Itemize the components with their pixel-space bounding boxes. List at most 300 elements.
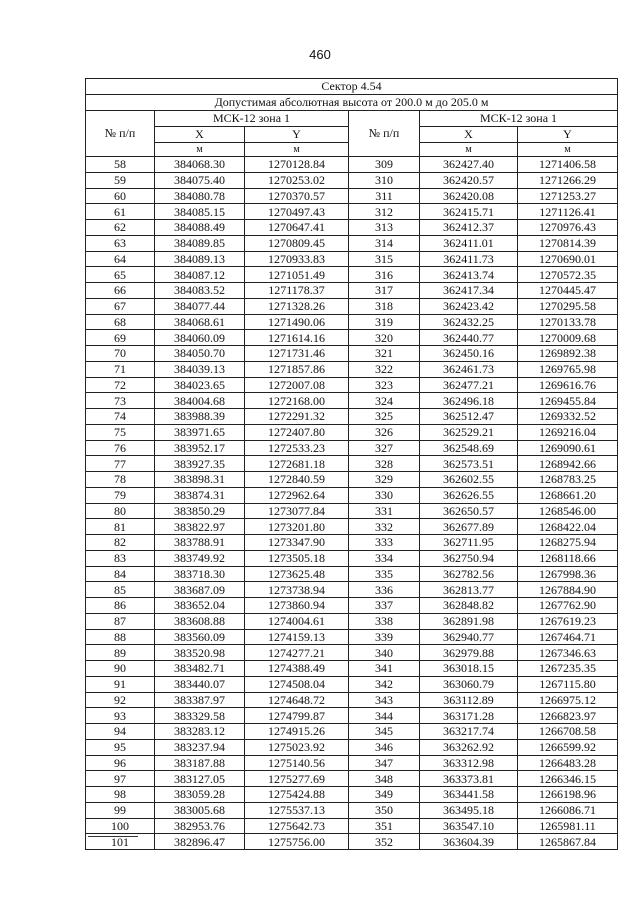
row-num-left: 74 (86, 409, 155, 425)
row-num-right: 345 (349, 724, 420, 740)
row-num-right: 334 (349, 550, 420, 566)
x-right: 362711.95 (420, 535, 518, 551)
x-right: 362427.40 (420, 157, 518, 173)
y-left: 1275277.69 (245, 771, 349, 787)
x-right: 363171.28 (420, 708, 518, 724)
x-right: 362813.77 (420, 582, 518, 598)
row-num-right: 338 (349, 613, 420, 629)
y-right: 1270295.58 (518, 298, 618, 314)
x-left: 384089.85 (155, 235, 245, 251)
y-right: 1268546.00 (518, 503, 618, 519)
x-right: 362432.25 (420, 314, 518, 330)
zone-right: МСК-12 зона 1 (420, 111, 618, 127)
row-num-right: 343 (349, 692, 420, 708)
row-num-right: 329 (349, 472, 420, 488)
table-row (86, 613, 618, 629)
y-right: 1270690.01 (518, 251, 618, 267)
row-num-right: 351 (349, 818, 420, 834)
x-left: 383482.71 (155, 661, 245, 677)
y-left: 1271178.37 (245, 283, 349, 299)
y-left: 1271614.16 (245, 330, 349, 346)
x-left: 383850.29 (155, 503, 245, 519)
y-right: 1271253.27 (518, 188, 618, 204)
x-right: 363441.58 (420, 787, 518, 803)
row-num-left: 79 (86, 487, 155, 503)
x-left: 382896.47 (155, 834, 245, 850)
y-left: 1272533.23 (245, 440, 349, 456)
table-row (86, 283, 618, 299)
row-num-left: 82 (86, 535, 155, 551)
row-num-right: 331 (349, 503, 420, 519)
y-left: 1270128.84 (245, 157, 349, 173)
y-left: 1274004.61 (245, 613, 349, 629)
row-num-right: 327 (349, 440, 420, 456)
row-num-right: 312 (349, 204, 420, 220)
y-right: 1270572.35 (518, 267, 618, 283)
row-num-left: 93 (86, 708, 155, 724)
x-left: 383520.98 (155, 645, 245, 661)
y-left: 1273738.94 (245, 582, 349, 598)
row-num-left: 64 (86, 251, 155, 267)
row-num-right: 335 (349, 566, 420, 582)
row-num-left: 92 (86, 692, 155, 708)
row-num-left: 97 (86, 771, 155, 787)
y-right: 1265867.84 (518, 834, 618, 850)
row-num-left: 67 (86, 298, 155, 314)
y-right: 1269765.98 (518, 361, 618, 377)
table-row (86, 346, 618, 362)
y-right: 1267464.71 (518, 629, 618, 645)
x-left: 383822.97 (155, 519, 245, 535)
table-row (86, 361, 618, 377)
table-row (86, 582, 618, 598)
row-num-right: 333 (349, 535, 420, 551)
x-left: 384087.12 (155, 267, 245, 283)
row-num-left: 66 (86, 283, 155, 299)
row-num-right: 318 (349, 298, 420, 314)
y-right: 1267619.23 (518, 613, 618, 629)
y-left: 1274388.49 (245, 661, 349, 677)
row-num-left: 85 (86, 582, 155, 598)
y-left: 1272168.00 (245, 393, 349, 409)
table-row (86, 661, 618, 677)
x-right: 363547.10 (420, 818, 518, 834)
row-num-right: 326 (349, 424, 420, 440)
page-number: 460 (309, 47, 331, 62)
x-right: 363018.15 (420, 661, 518, 677)
col-x-right: X (420, 127, 518, 143)
y-right: 1268275.94 (518, 535, 618, 551)
row-num-left: 94 (86, 724, 155, 740)
x-right: 362420.57 (420, 172, 518, 188)
y-right: 1271406.58 (518, 157, 618, 173)
row-num-left: 89 (86, 645, 155, 661)
row-num-right: 319 (349, 314, 420, 330)
x-right: 362420.08 (420, 188, 518, 204)
y-right: 1267762.90 (518, 598, 618, 614)
x-left: 384089.13 (155, 251, 245, 267)
row-num-right: 342 (349, 676, 420, 692)
y-left: 1271857.86 (245, 361, 349, 377)
y-left: 1273860.94 (245, 598, 349, 614)
row-num-right: 341 (349, 661, 420, 677)
x-right: 362413.74 (420, 267, 518, 283)
y-left: 1275756.00 (245, 834, 349, 850)
y-right: 1270445.47 (518, 283, 618, 299)
y-right: 1268661.20 (518, 487, 618, 503)
y-right: 1266599.92 (518, 739, 618, 755)
col-x-left: X (155, 127, 245, 143)
table-row (86, 739, 618, 755)
x-right: 363217.74 (420, 724, 518, 740)
table-row (86, 204, 618, 220)
sector-title: Сектор 4.54 (86, 79, 618, 95)
x-right: 362412.37 (420, 220, 518, 236)
y-right: 1266823.97 (518, 708, 618, 724)
y-right: 1266483.28 (518, 755, 618, 771)
table-row (86, 629, 618, 645)
y-left: 1274648.72 (245, 692, 349, 708)
table-row (86, 487, 618, 503)
x-left: 383059.28 (155, 787, 245, 803)
x-right: 362440.77 (420, 330, 518, 346)
y-left: 1270809.45 (245, 235, 349, 251)
table-row (86, 377, 618, 393)
row-num-right: 310 (349, 172, 420, 188)
y-right: 1269455.84 (518, 393, 618, 409)
x-left: 383749.92 (155, 550, 245, 566)
unit-x-left: м (155, 143, 245, 157)
y-left: 1275642.73 (245, 818, 349, 834)
x-right: 363060.79 (420, 676, 518, 692)
table-row (86, 220, 618, 236)
table-row (86, 456, 618, 472)
x-right: 362750.94 (420, 550, 518, 566)
x-left: 384083.52 (155, 283, 245, 299)
table-row (86, 235, 618, 251)
y-right: 1266346.15 (518, 771, 618, 787)
y-right: 1269216.04 (518, 424, 618, 440)
table-row (86, 503, 618, 519)
y-left: 1272007.08 (245, 377, 349, 393)
y-right: 1267998.36 (518, 566, 618, 582)
row-num-left: 65 (86, 267, 155, 283)
y-left: 1273077.84 (245, 503, 349, 519)
row-num-left: 96 (86, 755, 155, 771)
table-row (86, 598, 618, 614)
y-left: 1275140.56 (245, 755, 349, 771)
x-right: 362512.47 (420, 409, 518, 425)
row-num-left: 76 (86, 440, 155, 456)
row-num-left: 99 (86, 802, 155, 818)
y-right: 1266708.58 (518, 724, 618, 740)
x-right: 362496.18 (420, 393, 518, 409)
table-row (86, 298, 618, 314)
row-num-right: 340 (349, 645, 420, 661)
unit-y-left: м (245, 143, 349, 157)
row-num-left: 62 (86, 220, 155, 236)
y-left: 1274508.04 (245, 676, 349, 692)
y-right: 1271126.41 (518, 204, 618, 220)
x-right: 362411.01 (420, 235, 518, 251)
row-num-right: 323 (349, 377, 420, 393)
table-body (86, 157, 618, 850)
row-num-left: 75 (86, 424, 155, 440)
row-num-left: 78 (86, 472, 155, 488)
row-num-left: 88 (86, 629, 155, 645)
row-num-left: 86 (86, 598, 155, 614)
x-left: 384050.70 (155, 346, 245, 362)
row-num-left: 70 (86, 346, 155, 362)
row-num-right: 314 (349, 235, 420, 251)
x-left: 384075.40 (155, 172, 245, 188)
y-left: 1275023.92 (245, 739, 349, 755)
row-num-right: 316 (349, 267, 420, 283)
x-left: 384080.78 (155, 188, 245, 204)
y-right: 1268422.04 (518, 519, 618, 535)
x-left: 384060.09 (155, 330, 245, 346)
y-right: 1269616.76 (518, 377, 618, 393)
table-row (86, 645, 618, 661)
row-num-left: 81 (86, 519, 155, 535)
table-row (86, 566, 618, 582)
table-row (86, 519, 618, 535)
x-left: 383283.12 (155, 724, 245, 740)
y-right: 1267884.90 (518, 582, 618, 598)
y-left: 1275537.13 (245, 802, 349, 818)
x-right: 362602.55 (420, 472, 518, 488)
row-num-right: 344 (349, 708, 420, 724)
y-left: 1271051.49 (245, 267, 349, 283)
table-row (86, 188, 618, 204)
x-left: 383387.97 (155, 692, 245, 708)
x-right: 362417.34 (420, 283, 518, 299)
table-row (86, 251, 618, 267)
x-left: 383971.65 (155, 424, 245, 440)
y-left: 1273505.18 (245, 550, 349, 566)
x-right: 362848.82 (420, 598, 518, 614)
row-num-right: 352 (349, 834, 420, 850)
row-num-left: 61 (86, 204, 155, 220)
y-left: 1271490.06 (245, 314, 349, 330)
row-num-right: 330 (349, 487, 420, 503)
row-num-left: 58 (86, 157, 155, 173)
row-num-right: 309 (349, 157, 420, 173)
x-right: 362461.73 (420, 361, 518, 377)
x-right: 363312.98 (420, 755, 518, 771)
row-num-right: 313 (349, 220, 420, 236)
table-row (86, 818, 618, 834)
x-left: 383329.58 (155, 708, 245, 724)
unit-x-right: м (420, 143, 518, 157)
row-num-right: 348 (349, 771, 420, 787)
table-row (86, 802, 618, 818)
y-right: 1270814.39 (518, 235, 618, 251)
x-left: 383440.07 (155, 676, 245, 692)
y-left: 1270497.43 (245, 204, 349, 220)
x-left: 383687.09 (155, 582, 245, 598)
table-row (86, 787, 618, 803)
coordinates-table (85, 78, 618, 850)
row-num-right: 337 (349, 598, 420, 614)
row-num-left: 63 (86, 235, 155, 251)
x-left: 383608.88 (155, 613, 245, 629)
zone-left: МСК-12 зона 1 (155, 111, 349, 127)
y-right: 1269892.38 (518, 346, 618, 362)
y-left: 1270253.02 (245, 172, 349, 188)
y-left: 1274915.26 (245, 724, 349, 740)
row-num-left: 98 (86, 787, 155, 803)
row-num-left: 72 (86, 377, 155, 393)
table-row (86, 330, 618, 346)
table-row (86, 393, 618, 409)
x-left: 383237.94 (155, 739, 245, 755)
table-row (86, 267, 618, 283)
y-right: 1266975.12 (518, 692, 618, 708)
y-right: 1269090.61 (518, 440, 618, 456)
y-left: 1273347.90 (245, 535, 349, 551)
y-right: 1268942.66 (518, 456, 618, 472)
y-left: 1271731.46 (245, 346, 349, 362)
x-right: 362477.21 (420, 377, 518, 393)
row-num-left: 87 (86, 613, 155, 629)
y-right: 1267115.80 (518, 676, 618, 692)
y-right: 1269332.52 (518, 409, 618, 425)
table-row (86, 771, 618, 787)
x-left: 383952.17 (155, 440, 245, 456)
x-left: 384088.49 (155, 220, 245, 236)
x-left: 383652.04 (155, 598, 245, 614)
x-left: 384068.30 (155, 157, 245, 173)
table-row (86, 535, 618, 551)
table-row (86, 440, 618, 456)
table-row (86, 708, 618, 724)
row-num-right: 315 (349, 251, 420, 267)
row-num-left: 90 (86, 661, 155, 677)
table-row (86, 692, 618, 708)
row-num-left: 80 (86, 503, 155, 519)
row-num-right: 322 (349, 361, 420, 377)
x-left: 384039.13 (155, 361, 245, 377)
x-right: 362415.71 (420, 204, 518, 220)
row-num-right: 346 (349, 739, 420, 755)
x-right: 362979.88 (420, 645, 518, 661)
y-left: 1275424.88 (245, 787, 349, 803)
row-num-left: 68 (86, 314, 155, 330)
x-left: 383718.30 (155, 566, 245, 582)
y-left: 1274277.21 (245, 645, 349, 661)
x-left: 384004.68 (155, 393, 245, 409)
y-right: 1270009.68 (518, 330, 618, 346)
x-left: 382953.76 (155, 818, 245, 834)
row-num-left: 59 (86, 172, 155, 188)
x-left: 383898.31 (155, 472, 245, 488)
table-row (86, 755, 618, 771)
x-left: 384077.44 (155, 298, 245, 314)
row-num-left: 91 (86, 676, 155, 692)
row-num-right: 328 (349, 456, 420, 472)
y-right: 1268783.25 (518, 472, 618, 488)
x-right: 362782.56 (420, 566, 518, 582)
y-right: 1265981.11 (518, 818, 618, 834)
y-left: 1270933.83 (245, 251, 349, 267)
row-num-left: 60 (86, 188, 155, 204)
row-num-left: 69 (86, 330, 155, 346)
y-left: 1273625.48 (245, 566, 349, 582)
table-row (86, 676, 618, 692)
table-row (86, 834, 618, 850)
col-y-right: Y (518, 127, 618, 143)
y-right: 1268118.66 (518, 550, 618, 566)
row-num-right: 339 (349, 629, 420, 645)
table-row (86, 157, 618, 173)
x-right: 362450.16 (420, 346, 518, 362)
y-left: 1270647.41 (245, 220, 349, 236)
x-left: 383927.35 (155, 456, 245, 472)
x-left: 383005.68 (155, 802, 245, 818)
unit-y-right: м (518, 143, 618, 157)
y-left: 1272840.59 (245, 472, 349, 488)
footer-divider (88, 836, 138, 837)
x-right: 362411.73 (420, 251, 518, 267)
table-row (86, 409, 618, 425)
y-left: 1274159.13 (245, 629, 349, 645)
row-num-right: 325 (349, 409, 420, 425)
x-left: 383874.31 (155, 487, 245, 503)
y-right: 1267346.63 (518, 645, 618, 661)
x-left: 383988.39 (155, 409, 245, 425)
x-left: 383187.88 (155, 755, 245, 771)
x-right: 363495.18 (420, 802, 518, 818)
x-right: 362573.51 (420, 456, 518, 472)
x-left: 383560.09 (155, 629, 245, 645)
table-row (86, 472, 618, 488)
row-num-right: 320 (349, 330, 420, 346)
row-num-right: 349 (349, 787, 420, 803)
x-right: 363262.92 (420, 739, 518, 755)
table-row (86, 172, 618, 188)
x-right: 363604.39 (420, 834, 518, 850)
table-row (86, 314, 618, 330)
table-row (86, 550, 618, 566)
x-right: 362940.77 (420, 629, 518, 645)
x-left: 383127.05 (155, 771, 245, 787)
row-num-left: 101 (86, 834, 155, 850)
row-num-right: 311 (349, 188, 420, 204)
y-left: 1272291.32 (245, 409, 349, 425)
table-row (86, 724, 618, 740)
x-left: 384068.61 (155, 314, 245, 330)
row-num-right: 336 (349, 582, 420, 598)
x-left: 384085.15 (155, 204, 245, 220)
row-num-right: 332 (349, 519, 420, 535)
row-num-left: 83 (86, 550, 155, 566)
x-right: 362529.21 (420, 424, 518, 440)
row-num-left: 84 (86, 566, 155, 582)
y-left: 1270370.57 (245, 188, 349, 204)
x-right: 362626.55 (420, 487, 518, 503)
x-left: 384023.65 (155, 377, 245, 393)
x-left: 383788.91 (155, 535, 245, 551)
x-right: 362891.98 (420, 613, 518, 629)
x-right: 363373.81 (420, 771, 518, 787)
row-num-left: 73 (86, 393, 155, 409)
x-right: 363112.89 (420, 692, 518, 708)
y-left: 1272962.64 (245, 487, 349, 503)
y-right: 1270133.78 (518, 314, 618, 330)
row-num-left: 100 (86, 818, 155, 834)
col-num-left: № п/п (86, 111, 155, 157)
